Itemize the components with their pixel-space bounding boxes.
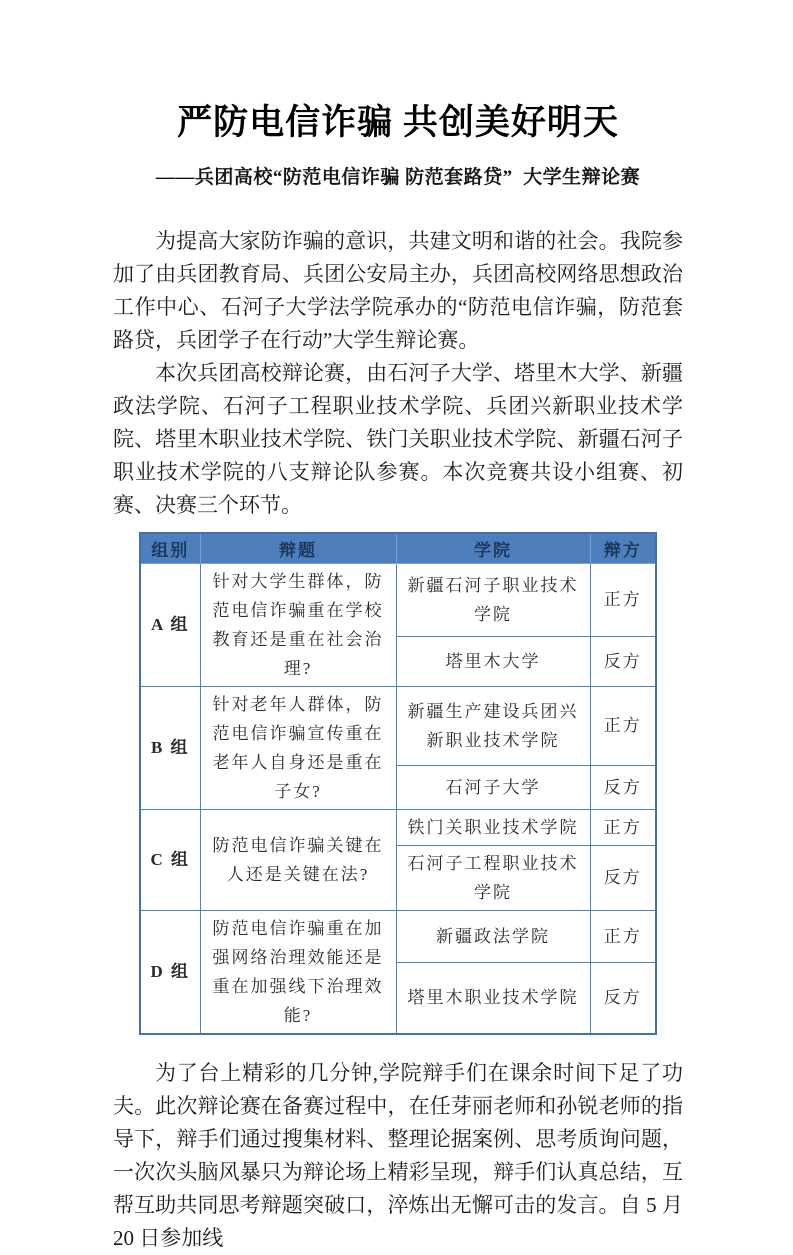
table-row-group-c-pro [140, 809, 656, 845]
document-title: 严防电信诈骗 共创美好明天 [177, 103, 619, 142]
group-cell: C 组 [140, 809, 200, 910]
group-cell: D 组 [140, 910, 200, 1034]
header-cell-topic: 辩题 [200, 533, 396, 564]
group-cell: A 组 [140, 563, 200, 686]
group-cell: B 组 [140, 686, 200, 809]
school-cell: 新疆政法学院 [396, 910, 590, 963]
topic-cell: 针对老年人群体，防范电信诈骗宣传重在老年人自身还是重在子女? [200, 686, 396, 809]
document-subtitle: ——兵团高校“防范电信诈骗 防范套路贷” 大学生辩论赛 [155, 166, 641, 188]
side-cell: 正方 [590, 910, 656, 963]
topic-cell: 防范电信诈骗重在加强网络治理效能还是重在加强线下治理效能? [200, 910, 396, 1034]
school-cell: 塔里木大学 [396, 636, 590, 686]
side-cell: 反方 [590, 636, 656, 686]
school-cell: 新疆生产建设兵团兴新职业技术学院 [396, 686, 590, 765]
side-cell: 正方 [590, 686, 656, 765]
side-cell: 正方 [590, 809, 656, 845]
header-cell-school: 学院 [396, 533, 590, 564]
school-cell: 新疆石河子职业技术学院 [396, 563, 590, 636]
paragraph-preparation: 为了台上精彩的几分钟,学院辩手们在课余时间下足了功夫。此次辩论赛在备赛过程中，在任芽丽老师和孙锐老师的指导下，辩手们通过搜集材料、整理论据案例、思考质询问题，一次次头脑风暴只为辩论场上精彩呈现，辩手们认真总结，互帮互助共同思考辩题突破口，淬炼出无懈可击的发言。自 5 月 20 日参加线 [113, 1060, 683, 1250]
topic-cell: 防范电信诈骗关键在人还是关键在法? [200, 809, 396, 910]
table-header-row [140, 533, 656, 564]
table-row-group-a-pro [140, 563, 656, 636]
header-cell-side: 辩方 [590, 533, 656, 564]
topic-cell: 针对大学生群体，防范电信诈骗重在学校教育还是重在社会治理? [200, 563, 396, 686]
side-cell: 反方 [590, 845, 656, 910]
side-cell: 正方 [590, 563, 656, 636]
paragraph-participants: 本次兵团高校辩论赛，由石河子大学、塔里木大学、新疆政法学院、石河子工程职业技术学院、兵团兴新职业技术学院、塔里木职业技术学院、铁门关职业技术学院、新疆石河子职业技术学院的八支辩论队参赛。本次竞赛共设小组赛、初赛、决赛三个环节。 [113, 360, 683, 517]
table-row-group-b-pro [140, 686, 656, 765]
side-cell: 反方 [590, 765, 656, 809]
side-cell: 反方 [590, 963, 656, 1034]
school-cell: 塔里木职业技术学院 [396, 963, 590, 1034]
table-row-group-d-pro [140, 910, 656, 963]
paragraph-intro: 为提高大家防诈骗的意识，共建文明和谐的社会。我院参加了由兵团教育局、兵团公安局主办，兵团高校网络思想政治工作中心、石河子大学法学院承办的“防范电信诈骗，防范套路贷，兵团学子在行动”大学生辩论赛。 [113, 228, 683, 352]
debate-schedule-table [139, 532, 657, 1035]
school-cell: 石河子工程职业技术学院 [396, 845, 590, 910]
header-cell-group: 组别 [140, 533, 200, 564]
school-cell: 石河子大学 [396, 765, 590, 809]
school-cell: 铁门关职业技术学院 [396, 809, 590, 845]
page-content [113, 0, 683, 1255]
